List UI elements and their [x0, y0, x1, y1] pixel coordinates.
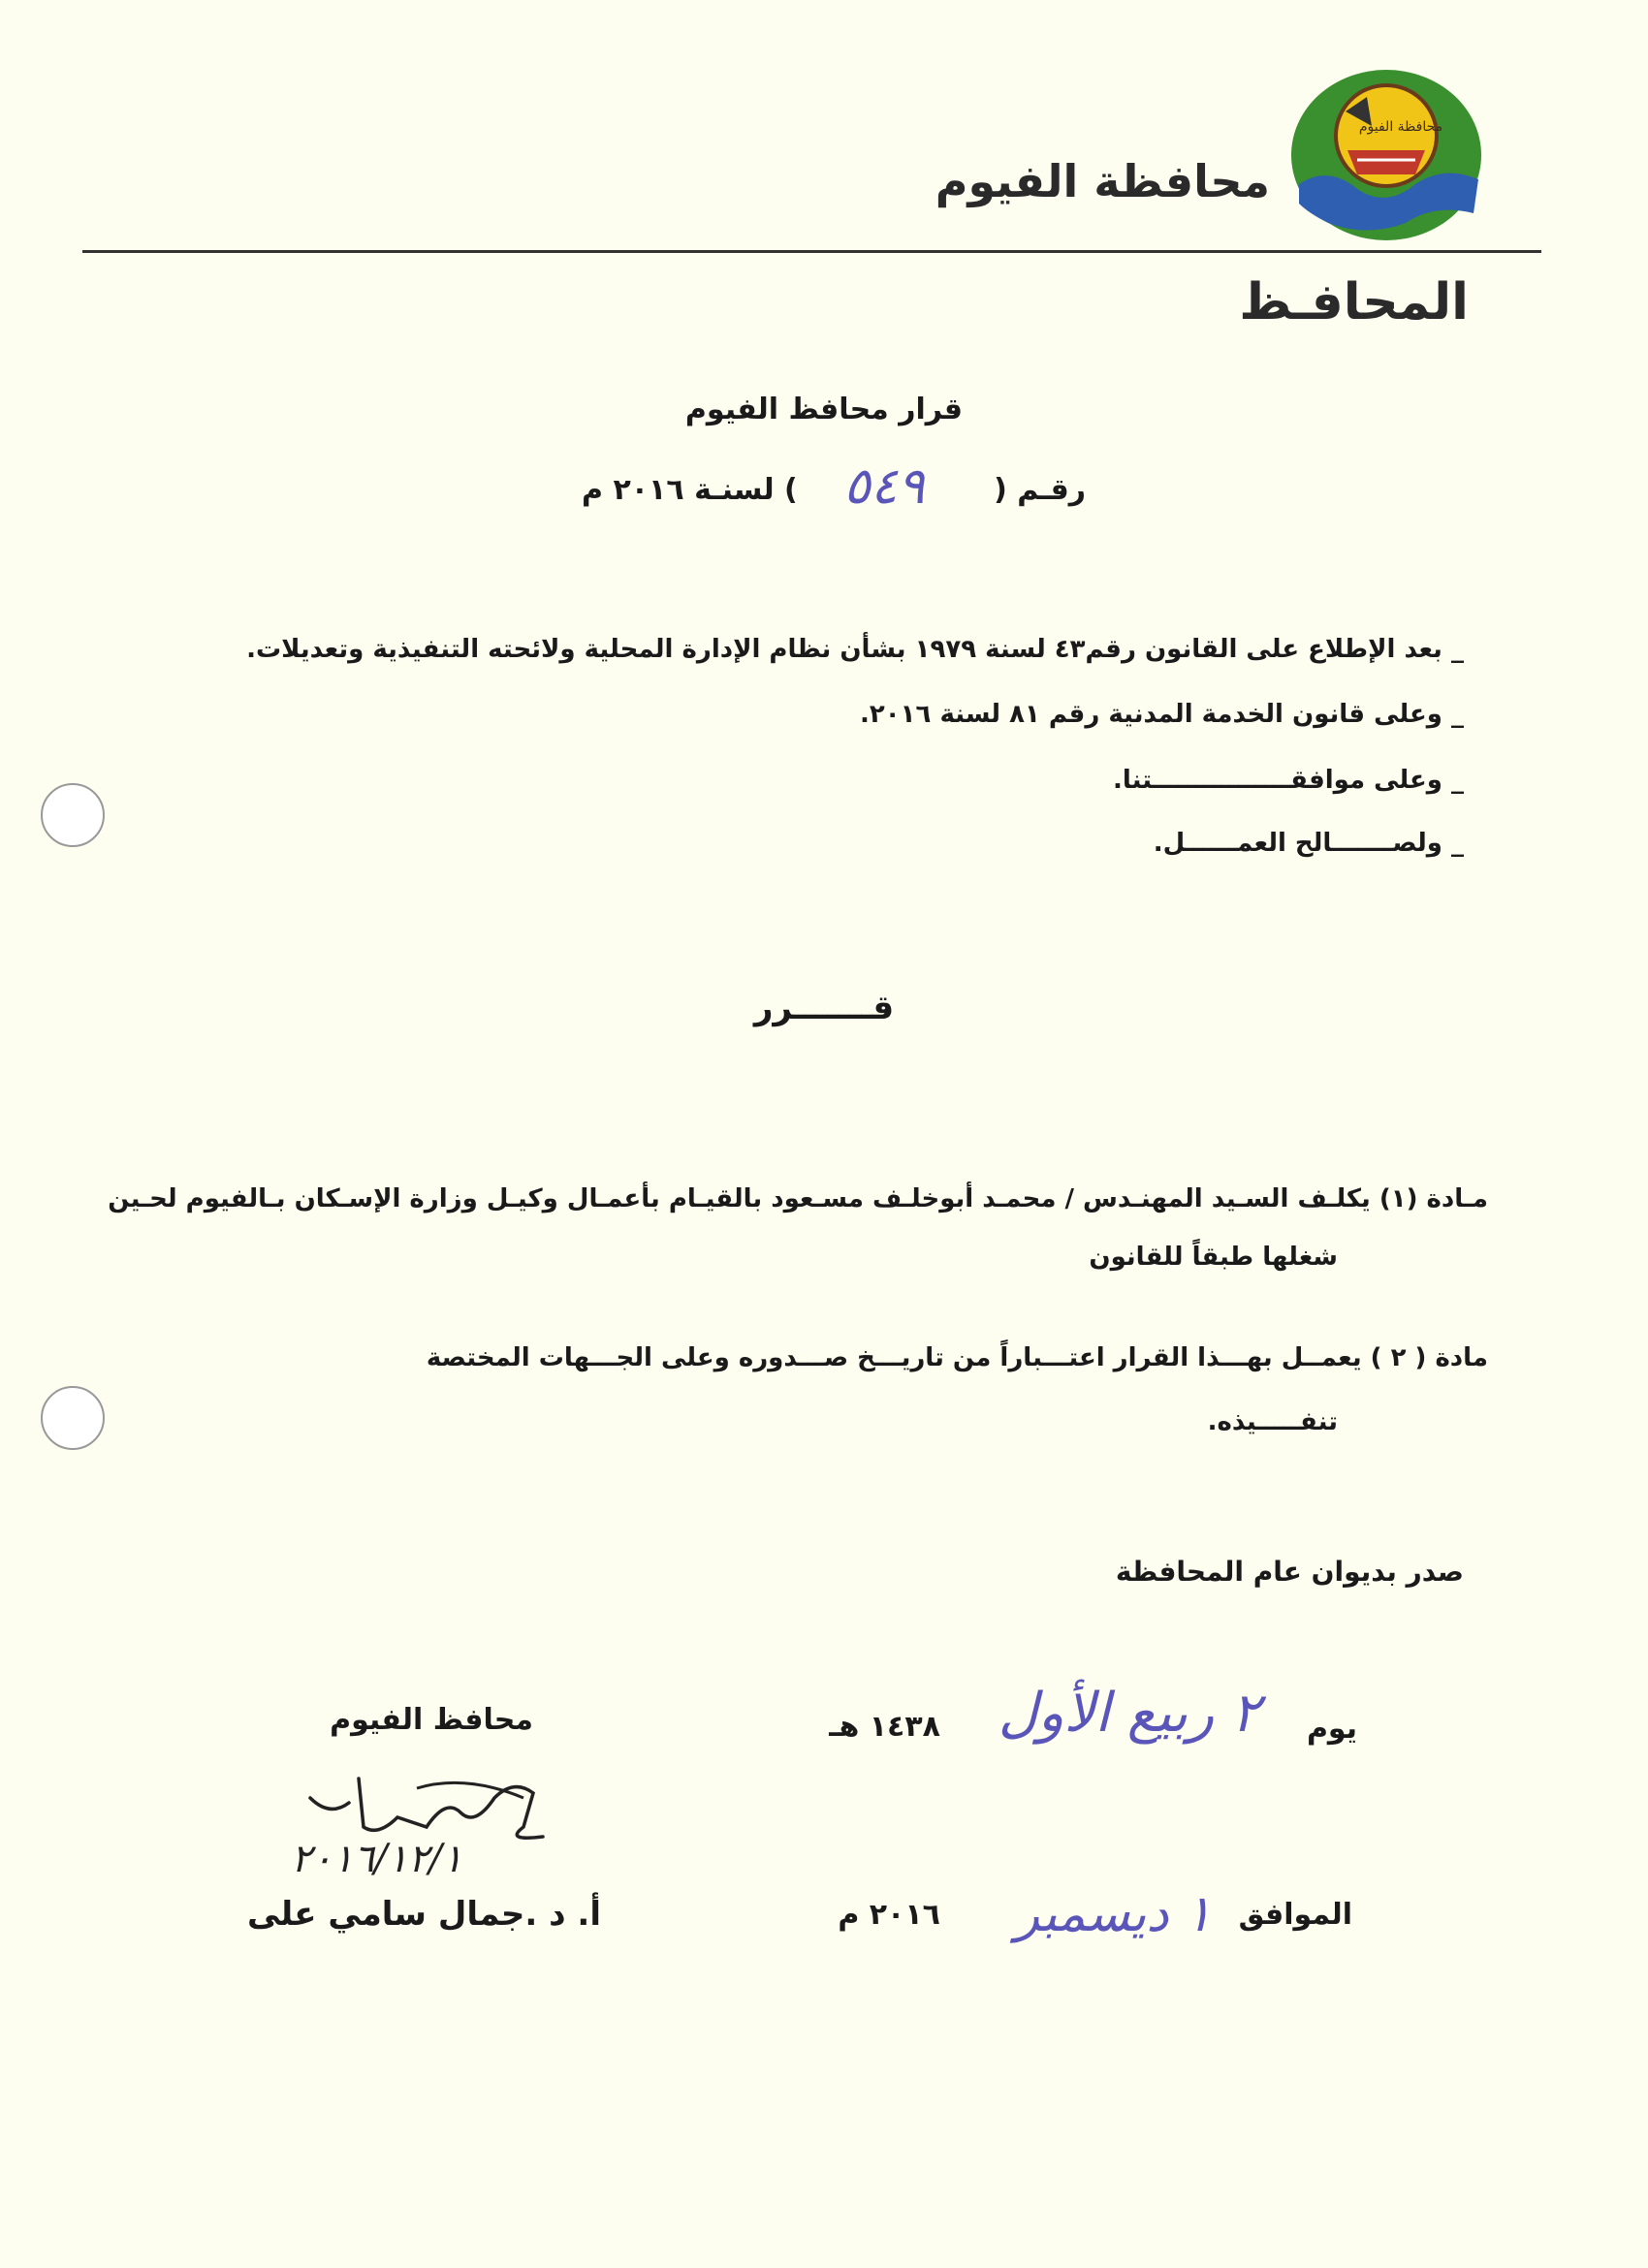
signatory-title: محافظ الفيوم — [330, 1703, 533, 1737]
gregorian-value-handwritten: ١ ديسمبر — [1015, 1885, 1212, 1943]
hijri-year: ١٤٣٨ هـ — [829, 1710, 940, 1744]
decree-number-prefix: رقـم ( — [994, 473, 1086, 507]
hole-punch — [41, 783, 105, 847]
decision-heading: قـــــــرر — [753, 989, 895, 1027]
article-1-line-2: شغلها طبقاً للقانون — [1089, 1243, 1338, 1272]
recital-3: _ وعلى موافقــــــــــــــــتنا. — [1112, 766, 1464, 795]
signatory-name: أ. د .جمال سامي على — [246, 1895, 601, 1934]
recital-1: _ بعد الإطلاع على القانون رقم٤٣ لسنة ١٩٧٩ بشأن نظام الإدارة المحلية ولائحته التنفيذية وتعديلات. — [246, 635, 1464, 664]
day-value-handwritten: ٢ ربيع الأول — [998, 1682, 1260, 1745]
article-2-line-1: مادة ( ٢ ) يعمــل بهـــذا القرار اعتـــباراً من تاريـــخ صـــدوره وعلى الجـــهات المختصة — [426, 1343, 1488, 1372]
hole-punch — [41, 1386, 105, 1450]
recital-4: _ ولصـــــــالح العمــــــل. — [1153, 829, 1464, 858]
article-1-line-1: مـادة (١) يكلـف السـيد المهنـدس / محمـد أبوخلـف مسـعود بالقيـام بأعمـال وكيـل وزارة الإسـكان بـالفيوم لحـين — [108, 1184, 1488, 1213]
gregorian-year: ٢٠١٦ م — [838, 1898, 940, 1932]
header-divider — [82, 250, 1541, 253]
recital-2: _ وعلى قانون الخدمة المدنية رقم ٨١ لسنة ٢٠١٦. — [860, 700, 1464, 729]
decree-number-line — [582, 457, 1086, 521]
gregorian-label: الموافق — [1238, 1898, 1352, 1932]
day-label: يوم — [1306, 1712, 1357, 1746]
decree-title: قرار محافظ الفيوم — [684, 393, 964, 426]
office-title: المحافـظ — [1239, 273, 1469, 331]
governorate-logo — [1289, 68, 1483, 242]
decree-number-value: ٥٤٩ — [843, 457, 925, 516]
article-2-line-2: تنفـــــيذه. — [1207, 1407, 1338, 1436]
logo-text: محافظة الفيوم — [1358, 119, 1443, 135]
decree-number-suffix: ) لسنـة ٢٠١٦ م — [582, 473, 798, 507]
signature-date-handwritten: ٢٠١٦/١٢/١ — [291, 1837, 463, 1881]
governorate-name: محافظة الفيوم — [935, 155, 1270, 207]
issued-statement: صدر بديوان عام المحافظة — [1115, 1556, 1464, 1588]
